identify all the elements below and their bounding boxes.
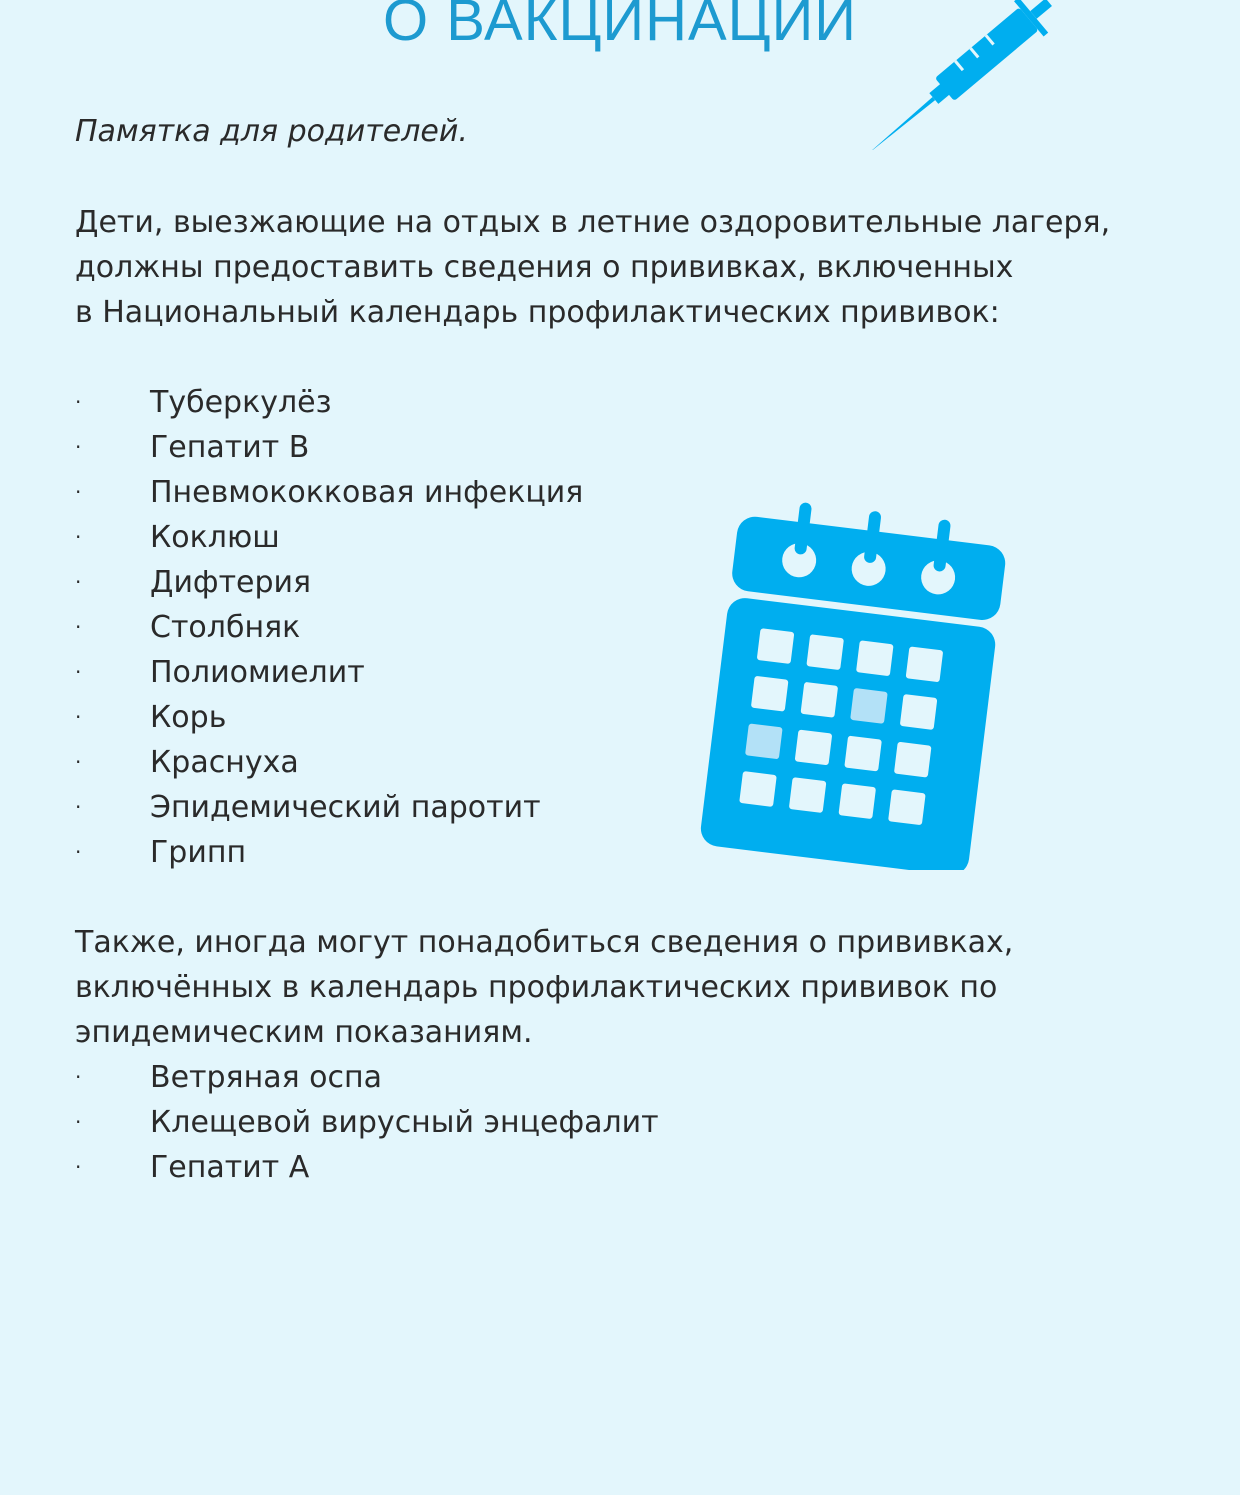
list-item-label: Туберкулёз [150,385,332,420]
list-item-label: Столбняк [150,610,301,645]
list-item [75,650,583,695]
list-item [75,830,583,875]
list-item [75,785,583,830]
list-item-label: Дифтерия [150,565,312,600]
bullet: · [75,570,82,594]
list-item-label: Коклюш [150,520,280,555]
additional-paragraph [75,920,1155,1055]
list-item-label: Пневмококковая инфекция [150,475,584,510]
bullet: · [75,390,82,414]
list-item-label: Ветряная оспа [150,1060,383,1095]
list-item [75,560,583,605]
intro-line: должны предоставить сведения о прививках, включенных [75,250,1014,285]
list-item [75,740,583,785]
list-item [75,425,583,470]
page-title: О ВАКЦИНАЦИИ [383,0,857,53]
bullet: · [75,480,82,504]
bullet: · [75,750,82,774]
bullet: · [75,435,82,459]
bullet: · [75,1155,82,1179]
list-item [75,470,583,515]
list-item-label: Эпидемический паротит [150,790,541,825]
list-item-label: Клещевой вирусный энцефалит [150,1105,659,1140]
list-item [75,1100,659,1145]
list-item [75,695,583,740]
bullet: · [75,1110,82,1134]
bullet: · [75,705,82,729]
intro-paragraph [75,200,1155,335]
list-item-label: Краснуха [150,745,299,780]
bullet: · [75,795,82,819]
list-item [75,515,583,560]
list-item-label: Гепатит В [150,430,310,465]
list-item-label: Гепатит А [150,1150,310,1185]
intro-line: в Национальный календарь профилактических прививок: [75,295,1000,330]
intro-line: Дети, выезжающие на отдых в летние оздоровительные лагеря, [75,205,1111,240]
list-item-label: Грипп [150,835,247,870]
national-vaccine-list [75,380,583,875]
epidemic-vaccine-list [75,1055,659,1190]
additional-line: эпидемическим показаниям. [75,1015,533,1050]
list-item [75,1145,659,1190]
bullet: · [75,1065,82,1089]
list-item [75,605,583,650]
list-item [75,380,583,425]
list-item-label: Корь [150,700,227,735]
additional-line: Также, иногда могут понадобиться сведения о прививках, [75,925,1014,960]
list-item [75,1055,659,1100]
list-item-label: Полиомиелит [150,655,365,690]
subtitle: Памятка для родителей. [75,114,468,149]
additional-line: включённых в календарь профилактических прививок по [75,970,998,1005]
syringe-icon [870,0,1060,150]
calendar-icon [690,490,1020,870]
bullet: · [75,615,82,639]
bullet: · [75,660,82,684]
bullet: · [75,525,82,549]
bullet: · [75,840,82,864]
